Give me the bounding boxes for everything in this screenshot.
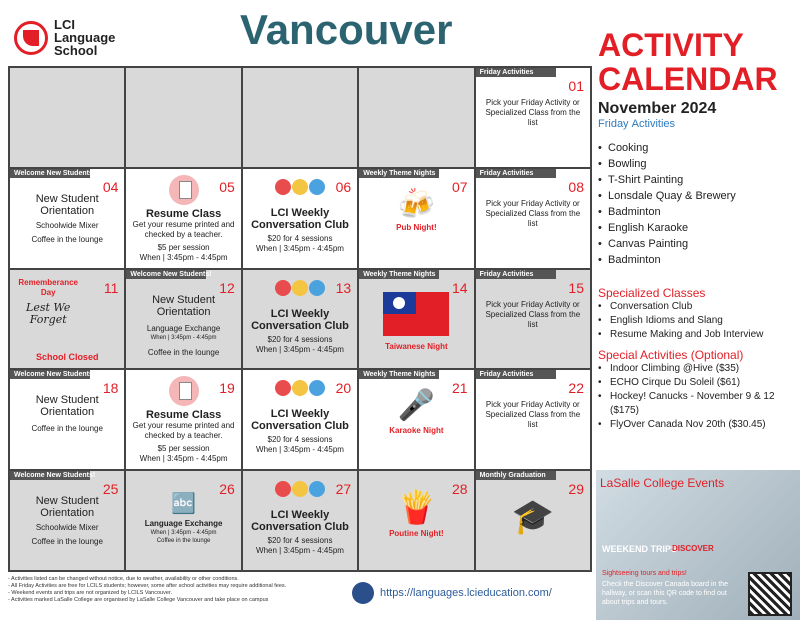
day-number: 04 bbox=[102, 178, 119, 195]
graduation-icon: 🎓 bbox=[511, 498, 554, 537]
logo-text: LCI Language School bbox=[54, 17, 116, 58]
tag-theme: Weekly Theme Nights bbox=[359, 370, 439, 379]
calendar-cell-01 bbox=[475, 67, 591, 168]
calendar-cell-05 bbox=[125, 168, 241, 269]
day-number: 25 bbox=[102, 481, 119, 498]
list-item: • Conversation Club bbox=[598, 300, 798, 314]
poutine-icon: 🍟 bbox=[396, 489, 437, 526]
tag-welcome: Welcome New Students! bbox=[10, 471, 90, 480]
tag-graduation: Monthly Graduation bbox=[476, 471, 556, 480]
calendar-cell-22 bbox=[475, 369, 591, 470]
list-item: • Hockey! Canucks - November 9 & 12 ($175) bbox=[598, 390, 798, 418]
translate-icon: 🔤 bbox=[171, 493, 197, 516]
day-number: 01 bbox=[568, 78, 584, 94]
list-item: • Lonsdale Quay & Brewery bbox=[598, 188, 798, 204]
resume-title: Resume Class bbox=[145, 409, 222, 422]
taiwanese-night: Taiwanese Night bbox=[385, 341, 448, 351]
day-number: 27 bbox=[335, 481, 352, 498]
special-list bbox=[598, 362, 798, 432]
calendar-cell-14 bbox=[358, 269, 474, 370]
calendar-cell-21 bbox=[358, 369, 474, 470]
specialized-list bbox=[598, 300, 798, 342]
day-number: 15 bbox=[568, 279, 584, 296]
calendar-cell-29 bbox=[475, 470, 591, 571]
note: - Activities marked LaSalle College are organised by LaSalle College Vancouver and take place on campus bbox=[8, 597, 269, 603]
school-closed: School Closed bbox=[35, 352, 99, 363]
day-number: 14 bbox=[452, 279, 468, 296]
lang-exchange: Language Exchange bbox=[144, 519, 223, 529]
lounge-text: Coffee in the lounge bbox=[31, 537, 103, 547]
resume-price: $5 per session bbox=[157, 444, 210, 454]
activity-title: ACTIVITY bbox=[598, 27, 744, 63]
lasalle-events: LaSalle College Events bbox=[600, 476, 725, 490]
day-number: 29 bbox=[568, 481, 584, 498]
club-time: When | 3:45pm - 4:45pm bbox=[256, 546, 344, 556]
calendar-title: CALENDAR bbox=[598, 61, 778, 97]
orientation-text: New Student Orientation bbox=[35, 495, 99, 520]
tag-welcome: Welcome New Students! bbox=[126, 270, 206, 279]
lounge-text: Coffee in the lounge bbox=[31, 234, 103, 244]
calendar-cell-20 bbox=[242, 369, 358, 470]
list-item: • Canvas Painting bbox=[598, 236, 798, 252]
list-item: • FlyOver Canada Nov 20th ($30.45) bbox=[598, 418, 798, 432]
orientation-text: New Student Orientation bbox=[35, 394, 99, 419]
calendar-cell-28 bbox=[358, 470, 474, 571]
note: - All Friday Activities are free for LCILS students; however, some after school activities may require additional fees. bbox=[8, 583, 287, 589]
calendar-cell-12 bbox=[125, 269, 241, 370]
day-number: 19 bbox=[219, 380, 235, 397]
friday-activities-label bbox=[598, 118, 798, 130]
club-time: When | 3:45pm - 4:45pm bbox=[256, 344, 344, 354]
calendar-cell-06 bbox=[242, 168, 358, 269]
speech-bubbles-icon bbox=[247, 481, 353, 505]
url-text[interactable]: https://languages.lcieducation.com/ bbox=[380, 587, 552, 599]
list-item: • Badminton bbox=[598, 252, 798, 268]
tag-friday: Friday Activities bbox=[476, 68, 556, 77]
calendar-cell-13 bbox=[242, 269, 358, 370]
club-title: LCI Weekly Conversation Club bbox=[251, 206, 349, 231]
club-title: LCI Weekly Conversation Club bbox=[251, 408, 349, 433]
taiwan-flag-icon bbox=[383, 292, 449, 336]
resume-desc: Get your resume printed and checked by a teacher. bbox=[132, 421, 235, 441]
resume-icon bbox=[169, 175, 199, 205]
orientation-text: New Student Orientation bbox=[152, 293, 216, 318]
tag-theme: Weekly Theme Nights bbox=[359, 270, 439, 279]
resume-title: Resume Class bbox=[145, 207, 222, 220]
calendar-cell-08 bbox=[475, 168, 591, 269]
mixer-text: Schoolwide Mixer bbox=[35, 523, 99, 533]
tag-welcome: Welcome New Students! bbox=[10, 370, 90, 379]
list-item: • Resume Making and Job Interview bbox=[598, 328, 798, 342]
club-title: LCI Weekly Conversation Club bbox=[251, 307, 349, 332]
footer-notes bbox=[8, 576, 344, 604]
club-price: $20 for 4 sessions bbox=[267, 536, 333, 546]
day-number: 08 bbox=[568, 178, 584, 195]
month-label: November 2024 bbox=[598, 100, 717, 117]
discover-logo: DISCOVER bbox=[672, 544, 714, 553]
lounge-text: Coffee in the lounge bbox=[31, 424, 103, 434]
day-number: 22 bbox=[568, 380, 584, 397]
pick-text: Pick your Friday Activity or Specialized Class from the list bbox=[485, 299, 581, 329]
speech-bubbles-icon bbox=[247, 280, 353, 304]
orientation-text: New Student Orientation bbox=[35, 192, 99, 217]
resume-desc: Get your resume printed and checked by a teacher. bbox=[132, 219, 235, 239]
tag-friday: Friday Activities bbox=[476, 370, 556, 379]
calendar-cell-empty bbox=[358, 67, 474, 168]
calendar-cell-empty bbox=[9, 67, 125, 168]
qr-code[interactable] bbox=[748, 572, 792, 616]
list-item: • T-Shirt Painting bbox=[598, 172, 798, 188]
calendar-cell-26 bbox=[125, 470, 241, 571]
website-link[interactable] bbox=[352, 582, 552, 604]
lci-logo bbox=[14, 18, 115, 57]
calendar-cell-19 bbox=[125, 369, 241, 470]
list-item: • English Karaoke bbox=[598, 220, 798, 236]
tag-friday: Friday Activities bbox=[476, 270, 556, 279]
weekend-trips: WEEKEND TRIPS bbox=[602, 544, 678, 554]
calendar-cell-empty bbox=[242, 67, 358, 168]
lang-time: When | 3:45pm - 4:45pm bbox=[150, 334, 217, 341]
lang-exchange: Language Exchange bbox=[146, 323, 221, 333]
day-number: 06 bbox=[335, 178, 352, 195]
list-item: • Badminton bbox=[598, 204, 798, 220]
speech-bubbles-icon bbox=[247, 179, 353, 203]
mixer-text: Schoolwide Mixer bbox=[35, 220, 99, 230]
lounge-text: Coffee in the lounge bbox=[156, 538, 211, 545]
check-text: Check the Discover Canada board in the hallway, or scan this QR code to find out about trips and tours. bbox=[602, 581, 729, 606]
day-number: 18 bbox=[102, 380, 119, 397]
speech-bubbles-icon bbox=[247, 380, 353, 404]
sightseeing-text: Sightseeing tours and trips! bbox=[602, 570, 687, 577]
friday-list bbox=[598, 140, 798, 268]
resume-price: $5 per session bbox=[157, 242, 210, 252]
note: - Weekend events and trips are not organized by LCILS Vancouver. bbox=[8, 590, 172, 596]
tag-friday: Friday Activities bbox=[476, 169, 556, 178]
tag-welcome: Welcome New Students! bbox=[10, 169, 90, 178]
day-number: 05 bbox=[219, 178, 235, 195]
poutine-night: Poutine Night! bbox=[389, 529, 444, 539]
day-number: 07 bbox=[452, 178, 468, 195]
club-price: $20 for 4 sessions bbox=[267, 435, 333, 445]
lang-time: When | 3:45pm - 4:45pm bbox=[150, 530, 217, 537]
karaoke-mic-icon: 🎤 bbox=[397, 389, 436, 423]
lounge-text: Coffee in the lounge bbox=[147, 347, 220, 357]
pick-text: Pick your Friday Activity or Specialized Class from the list bbox=[485, 98, 581, 127]
tag-theme: Weekly Theme Nights bbox=[359, 169, 439, 178]
calendar-cell-04 bbox=[9, 168, 125, 269]
calendar-grid bbox=[8, 66, 592, 572]
lest-text: Lest We Forget bbox=[26, 300, 71, 326]
lci-logo-icon bbox=[14, 21, 48, 55]
day-number: 11 bbox=[103, 279, 119, 296]
list-item: • Cooking bbox=[598, 140, 798, 156]
pick-text: Pick your Friday Activity or Specialized Class from the list bbox=[485, 400, 581, 430]
beer-icon: 🍻 bbox=[397, 187, 436, 221]
calendar-cell-18 bbox=[9, 369, 125, 470]
club-price: $20 for 4 sessions bbox=[267, 334, 333, 344]
club-price: $20 for 4 sessions bbox=[267, 233, 333, 243]
friday-word: Friday bbox=[598, 118, 629, 130]
calendar-cell-07 bbox=[358, 168, 474, 269]
calendar-cell-15 bbox=[475, 269, 591, 370]
resume-time: When | 3:45pm - 4:45pm bbox=[139, 252, 228, 262]
right-panel bbox=[598, 28, 798, 432]
pub-night: Pub Night! bbox=[396, 222, 437, 232]
special-title: Special Activities (Optional) bbox=[598, 348, 744, 362]
note: - Activities listed can be changed without notice, due to weather, availability or other conditions. bbox=[8, 576, 239, 582]
day-number: 20 bbox=[335, 380, 352, 397]
list-item: • English Idioms and Slang bbox=[598, 314, 798, 328]
calendar-cell-25 bbox=[9, 470, 125, 571]
globe-icon bbox=[352, 582, 374, 604]
list-item: • ECHO Cirque Du Soleil ($61) bbox=[598, 376, 798, 390]
resume-time: When | 3:45pm - 4:45pm bbox=[139, 454, 228, 464]
calendar-cell-11 bbox=[9, 269, 125, 370]
pick-text: Pick your Friday Activity or Specialized Class from the list bbox=[485, 198, 581, 228]
specialized-title: Specialized Classes bbox=[598, 286, 706, 300]
list-item: • Bowling bbox=[598, 156, 798, 172]
day-number: 26 bbox=[219, 481, 235, 498]
activities-word: Activities bbox=[631, 118, 676, 130]
day-number: 28 bbox=[452, 481, 468, 498]
club-title: LCI Weekly Conversation Club bbox=[251, 509, 349, 534]
list-item: • Indoor Climbing @Hive ($35) bbox=[598, 362, 798, 376]
club-time: When | 3:45pm - 4:45pm bbox=[256, 445, 344, 455]
day-number: 12 bbox=[219, 279, 235, 296]
karaoke-night: Karaoke Night bbox=[389, 426, 444, 436]
resume-icon bbox=[169, 376, 199, 406]
calendar-cell-27 bbox=[242, 470, 358, 571]
day-number: 13 bbox=[335, 279, 352, 296]
remembrance-text: Rememberance Day bbox=[18, 277, 78, 297]
day-number: 21 bbox=[452, 380, 468, 397]
club-time: When | 3:45pm - 4:45pm bbox=[256, 243, 344, 253]
city-title: Vancouver bbox=[240, 6, 453, 53]
calendar-cell-empty bbox=[125, 67, 241, 168]
